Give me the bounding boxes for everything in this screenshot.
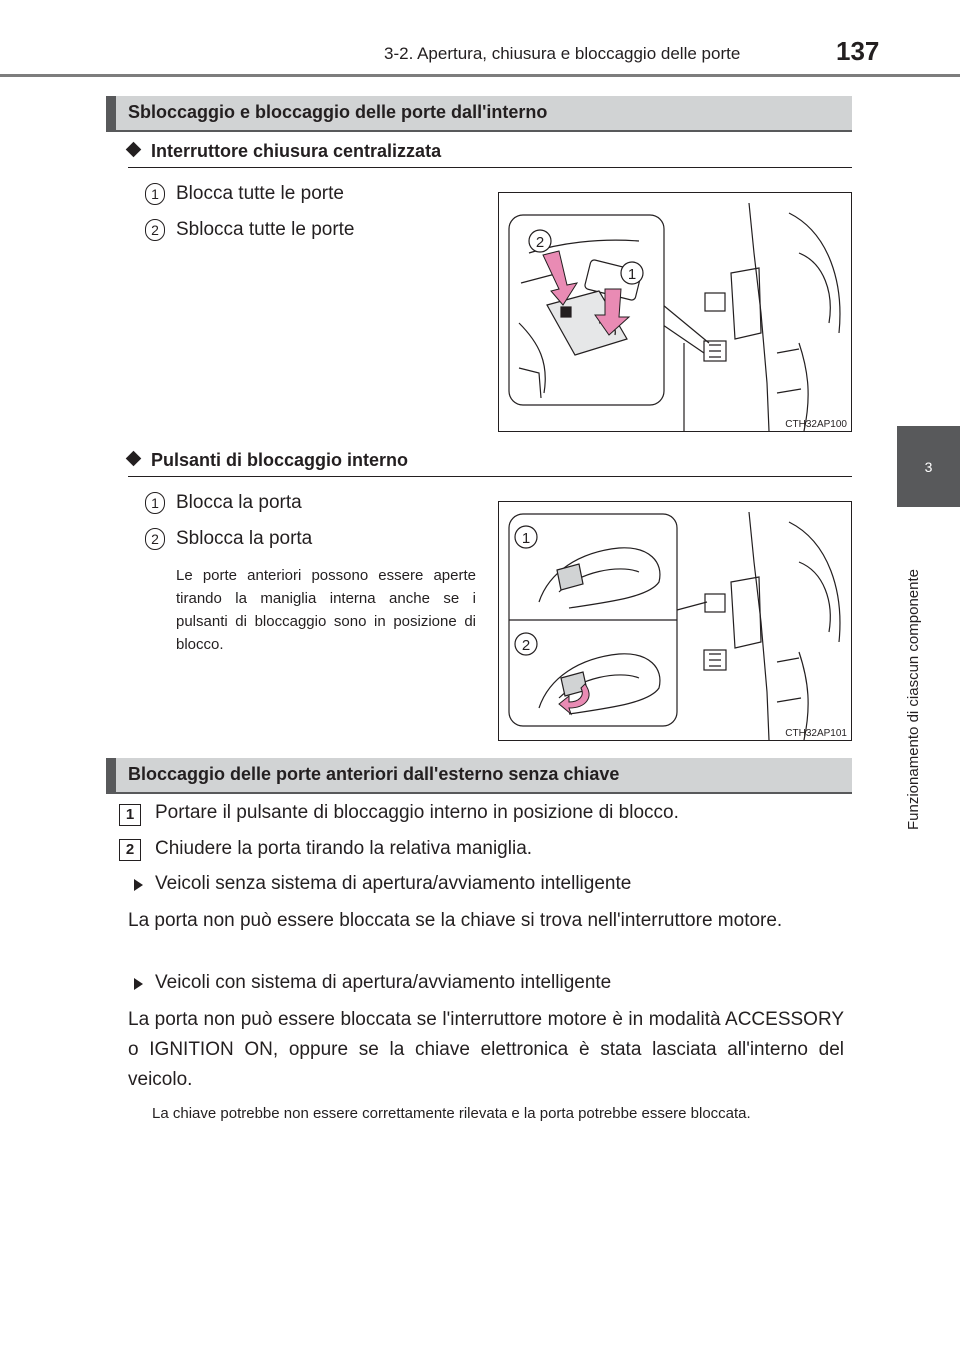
figure-callout: 1 xyxy=(521,530,531,547)
item-number-badge: 2 xyxy=(145,528,165,550)
item-text: Sblocca tutte le porte xyxy=(176,219,355,240)
section-header-unlock-lock-inside xyxy=(106,96,852,132)
diamond-bullet-icon xyxy=(126,142,142,158)
subheading-central-lock xyxy=(128,141,441,162)
item-number-badge: 1 xyxy=(145,183,165,205)
header-rule xyxy=(0,74,960,77)
running-header: 3-2. Apertura, chiusura e bloccaggio delle porte xyxy=(384,44,741,63)
page-number: 137 xyxy=(836,36,880,66)
section-header-lock-outside-no-key xyxy=(106,758,852,794)
figure-interior-lock-button xyxy=(498,501,852,741)
note-text: La chiave potrebbe non essere correttamente rilevata e la porta potrebbe essere bloccata. xyxy=(152,1105,751,1122)
figure-code: CTH32AP100 xyxy=(785,419,847,430)
item-number-badge: 1 xyxy=(145,492,165,514)
step-text: Chiudere la porta tirando la relativa maniglia. xyxy=(155,838,533,859)
step-number-box: 1 xyxy=(119,804,141,826)
figure-callout: 1 xyxy=(627,266,637,283)
case-label: Veicoli senza sistema di apertura/avviamento intelligente xyxy=(155,873,632,894)
chapter-title-vertical xyxy=(905,520,925,840)
subheading-rule xyxy=(128,167,852,168)
triangle-bullet-icon xyxy=(134,978,143,990)
section-title: Sbloccaggio e bloccaggio delle porte dall'interno xyxy=(128,102,548,122)
figure-interior-lock-illustration xyxy=(499,502,851,740)
section-header-bar xyxy=(106,96,116,130)
subheading-text: Interruttore chiusura centralizzata xyxy=(151,141,442,161)
figure-central-lock-illustration xyxy=(499,193,851,431)
step-text: Portare il pulsante di bloccaggio interno in posizione di blocco. xyxy=(155,802,679,823)
case-label: Veicoli con sistema di apertura/avviamento intelligente xyxy=(155,972,612,993)
subheading-interior-lock-buttons xyxy=(128,450,408,471)
figure-central-lock-switch xyxy=(498,192,852,432)
chapter-title: Funzionamento di ciascun componente xyxy=(905,569,922,830)
section-title: Bloccaggio delle porte anteriori dall'esterno senza chiave xyxy=(128,764,620,784)
subheading-rule xyxy=(128,476,852,477)
figure-callout: 2 xyxy=(535,234,545,251)
section-header-bar xyxy=(106,758,116,792)
item-number-badge: 2 xyxy=(145,219,165,241)
case-text: La porta non può essere bloccata se la chiave si trova nell'interruttore motore. xyxy=(128,910,783,931)
step-number-box: 2 xyxy=(119,839,141,861)
figure-callout: 2 xyxy=(521,637,531,654)
chapter-number: 3 xyxy=(924,458,933,475)
triangle-bullet-icon xyxy=(134,879,143,891)
item-text: Blocca tutte le porte xyxy=(176,183,344,204)
item-text: Blocca la porta xyxy=(176,492,302,513)
subheading-text: Pulsanti di bloccaggio interno xyxy=(151,450,409,470)
item-text: Sblocca la porta xyxy=(176,528,313,549)
note-text: Le porte anteriori possono essere aperte tirando la maniglia interna anche se i pulsanti di bloccaggio sono in posizione di blocco. xyxy=(176,567,476,653)
case-text: La porta non può essere bloccata se l'interruttore motore è in modalità ACCESSORY o IGNITION ON, oppure se la chiave elettronica è stata lasciata all'interno del veicolo. xyxy=(128,1009,844,1090)
chapter-tab xyxy=(897,426,960,507)
diamond-bullet-icon xyxy=(126,451,142,467)
figure-code: CTH32AP101 xyxy=(785,728,847,739)
